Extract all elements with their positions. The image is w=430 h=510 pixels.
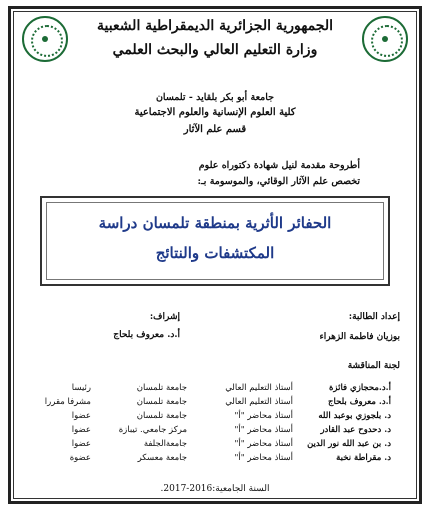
ministry-heading: وزارة التعليم العالي والبحث العلمي [112,42,318,58]
republic-heading: الجمهورية الجزائرية الديمقراطية الشعبية [96,18,333,34]
jury-member-grade: أستاذ التعليم العالي [225,397,293,407]
supervisor-label: إشراف: [149,312,180,322]
jury-member-role: مشرفا مقررا [44,397,91,407]
jury-member-grade: أستاذ التعليم العالي [225,383,293,393]
student-name: بوزيان فاطمة الزهراء [319,332,400,342]
jury-member-name: أ.د. معروف بلحاج [328,397,391,407]
university-emblem-left [22,16,68,62]
jury-member-university: جامعة معسكر [137,453,187,463]
thesis-title-box [40,196,390,286]
supervisor-name: أ.د. معروف بلحاج [113,330,180,340]
table-row [20,437,394,451]
jury-member-university: جامعة تلمسان [136,383,187,393]
university-emblem-right [362,16,408,62]
jury-member-university: جامعة تلمسان [136,397,187,407]
table-row [20,451,394,465]
thesis-specialty: تخصص علم الآثار الوقائي، والموسومة بـ: [197,176,360,187]
thesis-title-line2: المكتشفات والنتائج [155,244,275,262]
jury-member-role: رئيسا [71,383,91,393]
jury-heading: لجنة المناقشة [347,361,400,371]
department-name: قسم علم الآثار [183,124,247,135]
jury-member-name: د. دحدوح عبد القادر [320,425,391,435]
jury-member-university: جامعةالجلفة [143,439,187,449]
jury-member-role: عضوا [71,411,91,421]
jury-member-grade: أستاذ محاضر "أ" [234,411,293,421]
jury-member-name: د. بلجوزي بوعبد الله [318,411,391,421]
academic-year: السنة الجامعية:2016-2017. [160,484,270,494]
table-row [20,381,394,395]
table-row [20,395,394,409]
jury-member-role: عضوا [71,439,91,449]
thesis-title-line1: الحفائر الأثرية بمنطقة تلمسان دراسة [98,214,332,232]
thesis-intro: أطروحة مقدمة لنيل شهادة دكتوراه علوم [198,160,360,171]
jury-member-name: د. مقراطة نخبة [336,453,391,463]
jury-member-name: أ.د.محجازي فائزة [328,383,391,393]
table-row [20,423,394,437]
jury-member-grade: أستاذ محاضر "أ" [234,453,293,463]
jury-member-university: مركز جامعي. تيبازة [118,425,187,435]
jury-member-role: عضوة [69,453,91,463]
faculty-name: كلية العلوم الإنسانية والعلوم الاجتماعية [134,107,296,118]
university-name: جامعة أبو بكر بلقايد - تلمسان [155,92,275,103]
jury-member-university: جامعة تلمسان [136,411,187,421]
jury-member-grade: أستاذ محاضر "أ" [234,425,293,435]
jury-table [20,381,394,465]
jury-member-grade: أستاذ محاضر "أ" [234,439,293,449]
jury-member-role: عضوا [71,425,91,435]
jury-member-name: د. بن عبد الله نور الدين [307,439,391,449]
table-row [20,409,394,423]
student-label: إعداد الطالبة: [348,312,400,322]
